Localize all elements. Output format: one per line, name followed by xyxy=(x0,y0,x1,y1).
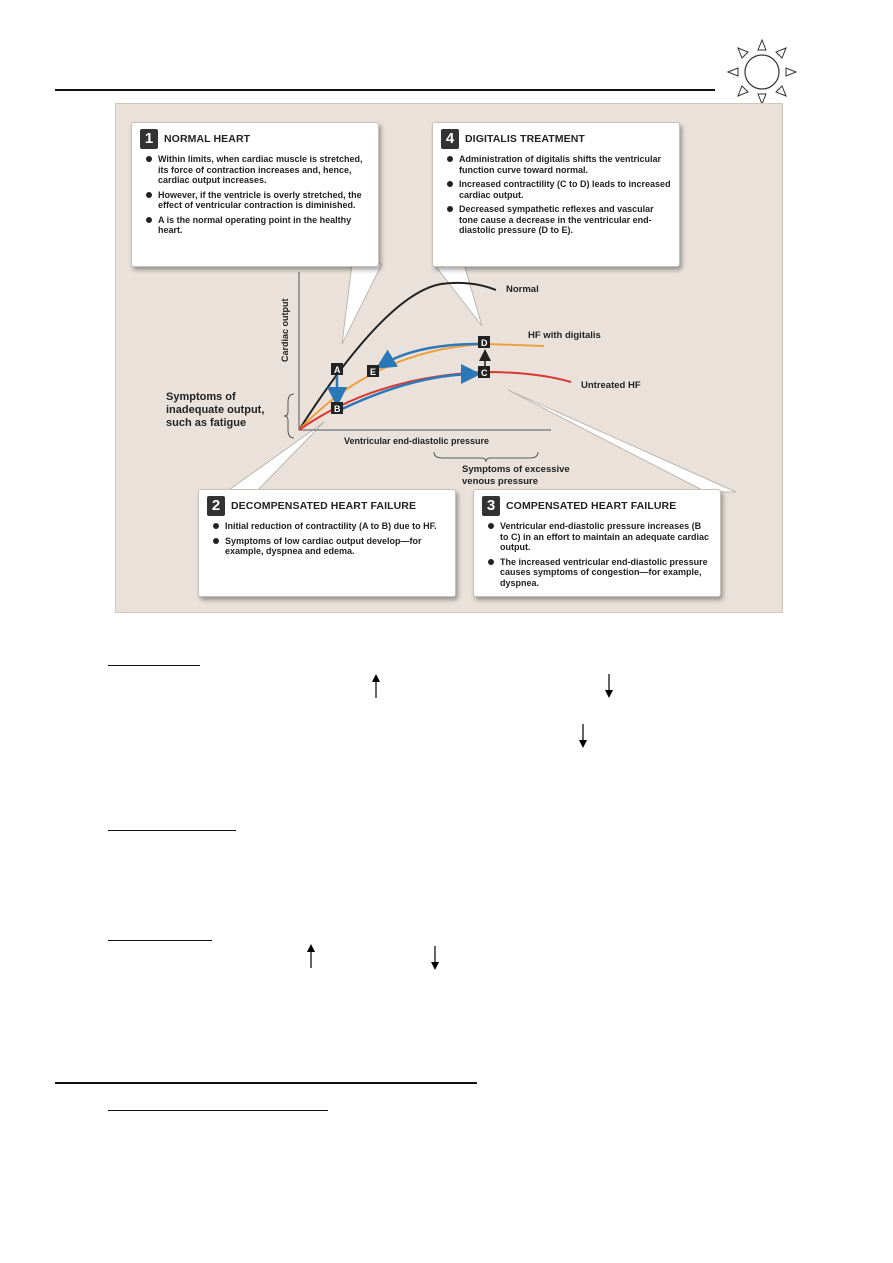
heading-underline-1 xyxy=(108,665,200,666)
ventricular-function-figure xyxy=(115,103,783,613)
arrow-down-icon xyxy=(604,674,614,698)
label-digitalis: HF with digitalis xyxy=(528,330,601,341)
symptoms-low-line2: inadequate output, xyxy=(166,404,265,416)
section-rule xyxy=(55,1082,477,1084)
callout-pointer-3 xyxy=(508,390,736,492)
bullet: A is the normal operating point in the healthy heart. xyxy=(158,215,370,236)
brace-high xyxy=(434,452,538,462)
bullet: Initial reduction of contractility (A to B) due to HF. xyxy=(225,521,447,532)
arrow-down-icon xyxy=(430,946,440,970)
bullet: Administration of digitalis shifts the ventricular function curve toward normal. xyxy=(459,154,671,175)
callout-pointer-4 xyxy=(434,264,482,326)
bullet: Symptoms of low cardiac output develop—for example, dyspnea and edema. xyxy=(225,536,447,557)
label-normal: Normal xyxy=(506,284,539,295)
point-c-label: C xyxy=(481,368,488,378)
symptoms-low-line3: such as fatigue xyxy=(166,417,247,429)
callout-pointer-2 xyxy=(226,422,324,492)
box-normal-heart xyxy=(131,122,379,267)
label-untreated: Untreated HF xyxy=(581,380,641,391)
symptoms-low-line1: Symptoms of xyxy=(166,391,236,403)
heading-underline-2 xyxy=(108,830,236,831)
box-compensated-hf xyxy=(473,489,721,597)
callout-pointer-1 xyxy=(342,264,382,344)
sun-icon xyxy=(726,38,798,104)
point-d-label: D xyxy=(481,338,488,348)
point-a-label: A xyxy=(334,365,341,375)
arrow-down-icon xyxy=(578,724,588,748)
symptoms-high-line1: Symptoms of excessive xyxy=(462,464,570,475)
bullet: Decreased sympathetic reflexes and vascular tone cause a decrease in the ventricular end-diastolic pressure (D to E). xyxy=(459,204,671,236)
heading-underline-3 xyxy=(108,940,212,941)
x-axis-label: Ventricular end-diastolic pressure xyxy=(344,436,490,446)
box-title: DECOMPENSATED HEART FAILURE xyxy=(231,500,417,512)
bullet: Ventricular end-diastolic pressure increases (B to C) in an effort to maintain an adequate cardiac output. xyxy=(500,521,712,553)
box-number: 3 xyxy=(482,496,500,516)
symptoms-high-line2: venous pressure xyxy=(462,476,539,487)
bullet: Within limits, when cardiac muscle is stretched, its force of contraction increases and, hence, cardiac output increases. xyxy=(158,154,370,186)
box-decompensated-hf xyxy=(198,489,456,597)
box-digitalis-treatment xyxy=(432,122,680,267)
point-e-label: E xyxy=(370,367,377,377)
brace-low xyxy=(284,394,294,438)
point-b-label: B xyxy=(334,404,341,414)
box-number: 1 xyxy=(140,129,158,149)
bullet: However, if the ventricle is overly stretched, the effect of ventricular contraction is diminished. xyxy=(158,190,370,211)
y-axis-label: Cardiac output xyxy=(280,298,290,362)
bullet: Increased contractility (C to D) leads to increased cardiac output. xyxy=(459,179,671,200)
bullet: The increased ventricular end-diastolic pressure causes symptoms of congestion—for example, dyspnea. xyxy=(500,557,712,589)
arrow-up-icon xyxy=(371,674,381,698)
heading-underline-4 xyxy=(108,1110,328,1111)
box-number: 4 xyxy=(441,129,459,149)
header-rule xyxy=(55,89,715,91)
box-number: 2 xyxy=(207,496,225,516)
box-title: DIGITALIS TREATMENT xyxy=(465,133,585,145)
box-title: NORMAL HEART xyxy=(164,133,251,145)
box-title: COMPENSATED HEART FAILURE xyxy=(506,500,677,512)
arrow-up-icon xyxy=(306,944,316,968)
